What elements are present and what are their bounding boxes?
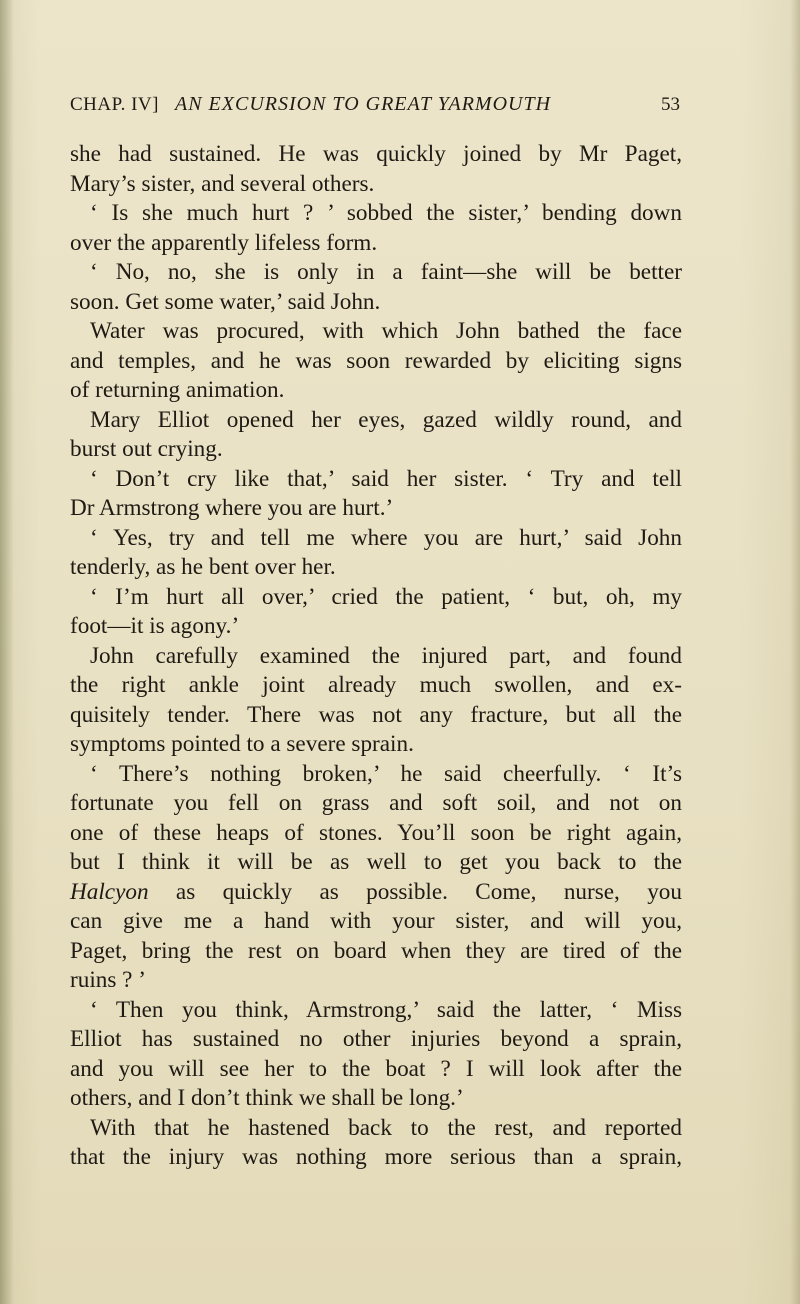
text-line: ruins ? ’ <box>70 967 146 993</box>
text-line: fortunate you fell on grass and soft soil, and not on <box>70 790 682 816</box>
text-line: others, and I don’t think we shall be long.’ <box>70 1085 464 1111</box>
text-line: quisitely tender. There was not any fracture, but all the <box>70 701 682 728</box>
chapter-label: CHAP. IV] <box>70 94 159 115</box>
page-edge-shadow-right <box>790 0 800 1304</box>
text-line: John carefully examined the injured part, and found <box>90 642 682 669</box>
text-line: that the injury was nothing more serious than a sprain, <box>70 1144 682 1170</box>
text-line: of returning animation. <box>70 377 285 403</box>
text-line: burst out crying. <box>70 436 223 462</box>
running-header <box>70 94 680 124</box>
text-line: and temples, and he was soon rewarded by eliciting signs <box>70 347 682 374</box>
page-number: 53 <box>661 94 680 115</box>
text-line: ‘ Don’t cry like that,’ said her sister. ‘ Try and tell <box>90 465 682 492</box>
text-line: soon. Get some water,’ said John. <box>70 288 381 315</box>
text-line: ‘ No, no, she is only in a faint—she will be better <box>90 259 682 285</box>
text-line: Mary’s sister, and several others. <box>70 170 375 197</box>
text-line: ‘ Is she much hurt ? ’ sobbed the sister,’ bending down <box>90 200 682 226</box>
text-line: over the apparently lifeless form. <box>70 229 378 256</box>
text-line: Paget, bring the rest on board when they are tired of the <box>70 937 682 964</box>
ship-name: Halcyon <box>70 878 149 905</box>
text-line: the right ankle joint already much swollen, and ex- <box>70 672 682 698</box>
text-line: but I think it will be as well to get you back to the <box>70 849 682 875</box>
text-line: ‘ I’m hurt all over,’ cried the patient, ‘ but, oh, my <box>90 583 682 610</box>
body-text <box>70 140 682 1173</box>
text-line: ‘ Yes, try and tell me where you are hurt,’ said John <box>90 524 682 551</box>
running-title: AN EXCURSION TO GREAT YARMOUTH <box>175 93 552 115</box>
text-line: With that he hastened back to the rest, and reported <box>90 1114 682 1141</box>
text-line <box>70 878 682 908</box>
text-line: Elliot has sustained no other injuries beyond a sprain, <box>70 1026 682 1052</box>
text-line: tenderly, as he bent over her. <box>70 554 336 580</box>
text-line: ‘ There’s nothing broken,’ he said cheerfully. ‘ It’s <box>90 760 682 787</box>
page-edge-shadow-left <box>0 0 14 1304</box>
text-line: Water was procured, with which John bathed the face <box>90 318 682 344</box>
text-line: one of these heaps of stones. You’ll soon be right again, <box>70 819 682 846</box>
text-line: Mary Elliot opened her eyes, gazed wildly round, and <box>90 406 682 433</box>
text-line-rest: as quickly as possible. Come, nurse, you <box>148 878 682 905</box>
text-line: can give me a hand with your sister, and will you, <box>70 908 682 934</box>
text-line: symptoms pointed to a severe sprain. <box>70 731 414 757</box>
text-line: foot—it is agony.’ <box>70 613 240 639</box>
text-line: she had sustained. He was quickly joined by Mr Paget, <box>70 141 682 167</box>
text-line: Dr Armstrong where you are hurt.’ <box>70 495 394 521</box>
text-line: ‘ Then you think, Armstrong,’ said the latter, ‘ Miss <box>90 996 682 1023</box>
text-line: and you will see her to the boat ? I will look after the <box>70 1055 682 1082</box>
